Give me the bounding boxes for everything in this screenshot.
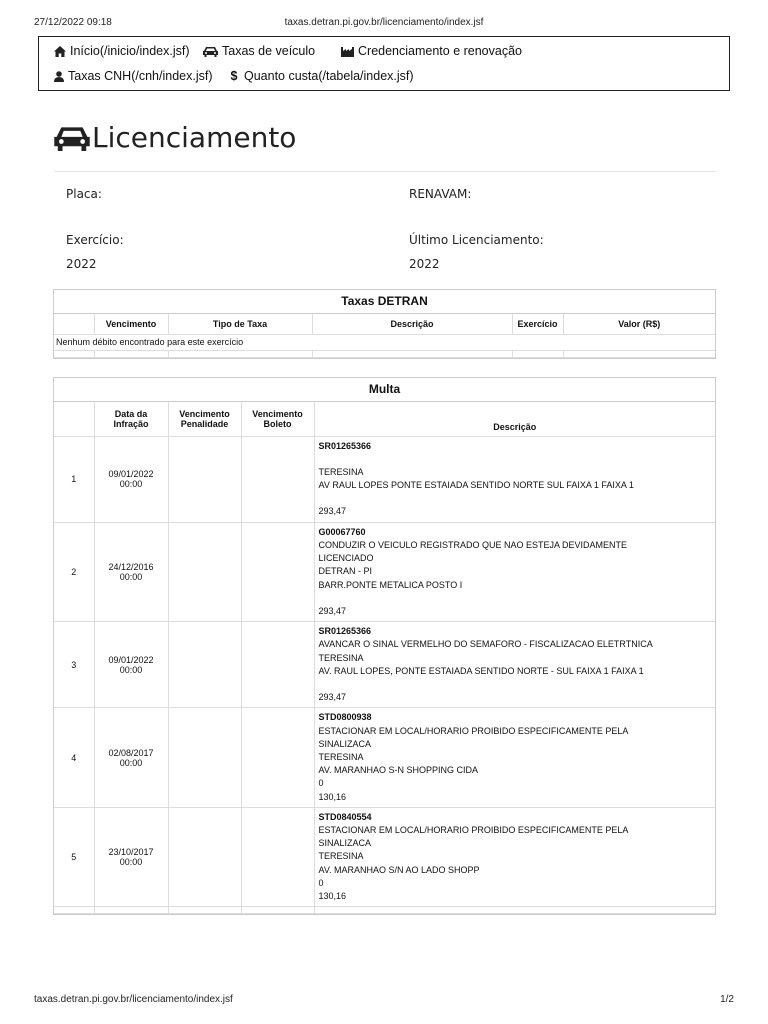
taxas-detran-title: Taxas DETRAN [54, 290, 715, 314]
description-line: 130,16 [318, 791, 347, 802]
multa-panel [53, 377, 716, 915]
description-line: CONDUZIR O VEICULO REGISTRADO QUE NAO ESTEJA DEVIDAMENTE [318, 539, 628, 550]
table-header: Tipo de Taxa [168, 314, 312, 334]
car-icon [54, 125, 90, 151]
vencimento-boleto [241, 622, 314, 708]
vencimento-boleto [241, 436, 314, 522]
nav-credenciamento-link[interactable] [341, 44, 522, 58]
vencimento-penalidade [168, 708, 241, 807]
car-icon [203, 46, 218, 57]
description-line [319, 492, 712, 505]
description-line: TERESINA [318, 851, 364, 862]
empty-message: Nenhum débito encontrado para este exercício [54, 334, 715, 350]
description-cell [314, 522, 715, 621]
description-line: TERESINA [318, 652, 364, 663]
description-line: SR01265366 [318, 626, 372, 637]
multa-table [54, 402, 715, 914]
description-line: 293,47 [318, 506, 347, 517]
description-line [319, 678, 712, 691]
description-line: BARR.PONTE METALICA POSTO I [318, 579, 463, 590]
page-title-text: Licenciamento [92, 121, 297, 154]
table-header: Descrição [314, 402, 715, 436]
row-number: 5 [54, 807, 94, 906]
description-line: LICENCIADO [318, 553, 374, 564]
table-header: Valor (R$) [563, 314, 715, 334]
table-row [54, 436, 715, 522]
infraction-date: 09/01/2022 00:00 [94, 436, 168, 522]
description-line: AV. MARANHAO S-N SHOPPING CIDA [318, 765, 479, 776]
nav-taxas-cnh-link[interactable] [54, 69, 213, 83]
row-number: 1 [54, 436, 94, 522]
table-header-row [54, 402, 715, 436]
description-line: AV. RAUL LOPES, PONTE ESTAIADA SENTIDO NORTE - SUL FAIXA 1 FAIXA 1 [318, 665, 644, 676]
row-number: 4 [54, 708, 94, 807]
table-row [54, 708, 715, 807]
description-line: STD0800938 [318, 712, 372, 723]
description-line: AV. MARANHAO S/N AO LADO SHOPP [318, 864, 480, 875]
table-row [54, 807, 715, 906]
table-header [54, 402, 94, 436]
nav-quanto-custa-link[interactable] [228, 69, 414, 83]
description-line: TERESINA [318, 466, 364, 477]
nav-quanto-custa-label: Quanto custa(/tabela/index.jsf) [244, 69, 414, 83]
description-line: ESTACIONAR EM LOCAL/HORARIO PROIBIDO ESPECIFICAMENTE PELA [318, 824, 629, 835]
description-line: 130,16 [318, 890, 347, 901]
vencimento-penalidade [168, 622, 241, 708]
description-cell [314, 436, 715, 522]
infraction-date: 24/12/2016 00:00 [94, 522, 168, 621]
description-line: SR01265366 [318, 440, 372, 451]
description-line: AV RAUL LOPES PONTE ESTAIADA SENTIDO NORTE SUL FAIXA 1 FAIXA 1 [318, 480, 634, 491]
ultimo-licenciamento-label: Último Licenciamento: [409, 233, 544, 247]
description-line: 0 [318, 877, 324, 888]
page-title [54, 121, 296, 154]
print-url: taxas.detran.pi.gov.br/licenciamento/index.jsf [284, 17, 484, 28]
user-icon [54, 71, 64, 82]
nav-bar [38, 36, 730, 91]
industry-icon [341, 46, 354, 57]
taxas-table [54, 314, 715, 358]
dollar-icon: $ [230, 69, 238, 83]
nav-taxas-veiculo-label: Taxas de veículo [222, 44, 316, 58]
table-row [54, 350, 715, 357]
table-row [54, 522, 715, 621]
nav-credenciamento-label: Credenciamento e renovação [358, 44, 522, 58]
vencimento-boleto [241, 708, 314, 807]
description-line: DETRAN - PI [318, 566, 373, 577]
exercicio-value: 2022 [66, 257, 97, 271]
table-header: Vencimento [94, 314, 168, 334]
table-header [54, 314, 94, 334]
infraction-date: 23/10/2017 00:00 [94, 807, 168, 906]
description-line: SINALIZACA [318, 838, 372, 849]
divider [54, 171, 716, 172]
vencimento-boleto [241, 522, 314, 621]
description-line: STD0840554 [318, 811, 372, 822]
description-line: SINALIZACA [318, 738, 372, 749]
description-line: 0 [318, 778, 324, 789]
table-header: Descrição [312, 314, 512, 334]
ultimo-licenciamento-value: 2022 [409, 257, 440, 271]
table-row [54, 622, 715, 708]
row-number: 3 [54, 622, 94, 708]
nav-taxas-veiculo-link[interactable] [203, 44, 315, 58]
home-icon [54, 46, 66, 57]
description-cell [314, 807, 715, 906]
table-row [54, 334, 715, 350]
description-line [319, 453, 712, 466]
print-footer-url: taxas.detran.pi.gov.br/licenciamento/index.jsf [34, 994, 233, 1005]
renavam-label: RENAVAM: [409, 187, 472, 201]
table-header-row [54, 314, 715, 334]
table-header: Vencimento Penalidade [168, 402, 241, 436]
description-line: ESTACIONAR EM LOCAL/HORARIO PROIBIDO ESPECIFICAMENTE PELA [318, 725, 629, 736]
table-header: Exercício [512, 314, 563, 334]
table-header: Data da Infração [94, 402, 168, 436]
description-line [319, 592, 712, 605]
nav-inicio-link[interactable] [54, 44, 190, 58]
description-cell [314, 708, 715, 807]
description-line: AVANCAR O SINAL VERMELHO DO SEMAFORO - FISCALIZACAO ELETRTNICA [318, 639, 653, 650]
print-datetime: 27/12/2022 09:18 [34, 17, 112, 28]
nav-inicio-label: Início(/inicio/index.jsf) [70, 44, 190, 58]
infraction-date: 09/01/2022 00:00 [94, 622, 168, 708]
nav-taxas-cnh-label: Taxas CNH(/cnh/index.jsf) [68, 69, 213, 83]
vencimento-penalidade [168, 436, 241, 522]
taxas-detran-panel [53, 289, 716, 359]
description-line: 293,47 [318, 692, 347, 703]
vencimento-penalidade [168, 522, 241, 621]
row-number: 2 [54, 522, 94, 621]
description-cell [314, 622, 715, 708]
page-number: 1/2 [720, 994, 734, 1005]
infraction-date: 02/08/2017 00:00 [94, 708, 168, 807]
vencimento-penalidade [168, 807, 241, 906]
exercicio-label: Exercício: [66, 233, 124, 247]
table-header: Vencimento Boleto [241, 402, 314, 436]
placa-label: Placa: [66, 187, 102, 201]
description-line: TERESINA [318, 751, 364, 762]
description-line: 293,47 [318, 605, 347, 616]
multa-title: Multa [54, 378, 715, 402]
vencimento-boleto [241, 807, 314, 906]
description-line: G00067760 [318, 526, 366, 537]
table-row [54, 907, 715, 914]
